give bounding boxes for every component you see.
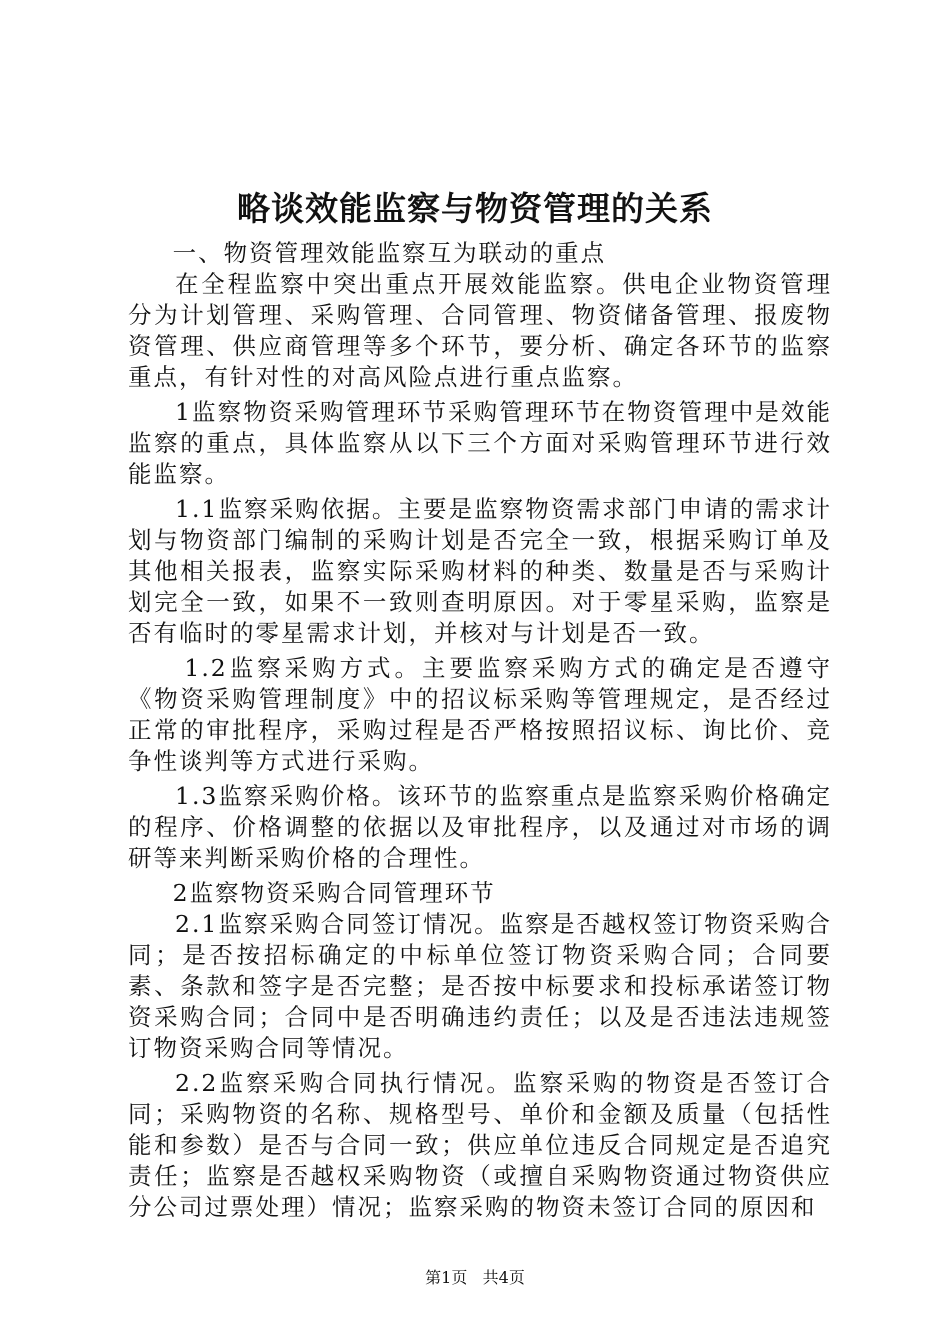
subsection-heading: 2监察物资采购合同管理环节	[172, 879, 496, 907]
paragraph: 1.2监察采购方式。主要监察采购方式的确定是否遵守《物资采购管理制度》中的招议标采购等管理规定，是否经过正常的审批程序，采购过程是否严格按照招议标、询比价、竞争性谈判等方式进行采购。	[128, 654, 832, 775]
page-number: 第1页	[425, 1268, 468, 1287]
paragraph: 在全程监察中突出重点开展效能监察。供电企业物资管理分为计划管理、采购管理、合同管理、物资储备管理、报废物资管理、供应商管理等多个环节，要分析、确定各环节的监察重点，有针对性的对高风险点进行重点监察。	[128, 270, 832, 391]
paragraph: 1.3监察采购价格。该环节的监察重点是监察采购价格确定的程序、价格调整的依据以及审批程序，以及通过对市场的调研等来判断采购价格的合理性。	[128, 782, 832, 872]
paragraph: 1.1监察采购依据。主要是监察物资需求部门申请的需求计划与物资部门编制的采购计划是否完全一致，根据采购订单及其他相关报表，监察实际采购材料的种类、数量是否与采购计划完全一致，如果不一致则查明原因。对于零星采购，监察是否有临时的零星需求计划，并核对与计划是否一致。	[128, 495, 832, 647]
page-spacer	[472, 1268, 477, 1287]
document-body	[128, 238, 832, 1227]
paragraph: 2.1监察采购合同签订情况。监察是否越权签订物资采购合同；是否按招标确定的中标单位签订物资采购合同；合同要素、条款和签字是否完整；是否按中标要求和投标承诺签订物资采购合同；合同中是否明确违约责任；以及是否违法违规签订物资采购合同等情况。	[128, 910, 832, 1062]
paragraph: 1监察物资采购管理环节采购管理环节在物资管理中是效能监察的重点，具体监察从以下三个方面对采购管理环节进行效能监察。	[128, 398, 832, 488]
page-footer	[0, 1267, 950, 1289]
paragraph: 2.2监察采购合同执行情况。监察采购的物资是否签订合同；采购物资的名称、规格型号、单价和金额及质量（包括性能和参数）是否与合同一致；供应单位违反合同规定是否追究责任；监察是否越权采购物资（或擅自采购物资通过物资供应分公司过票处理）情况；监察采购的物资未签订合同的原因和	[128, 1069, 832, 1221]
page-total: 共4页	[482, 1268, 525, 1287]
document-title: 略谈效能监察与物资管理的关系	[237, 189, 713, 228]
section-heading: 一、物资管理效能监察互为联动的重点	[172, 239, 607, 267]
